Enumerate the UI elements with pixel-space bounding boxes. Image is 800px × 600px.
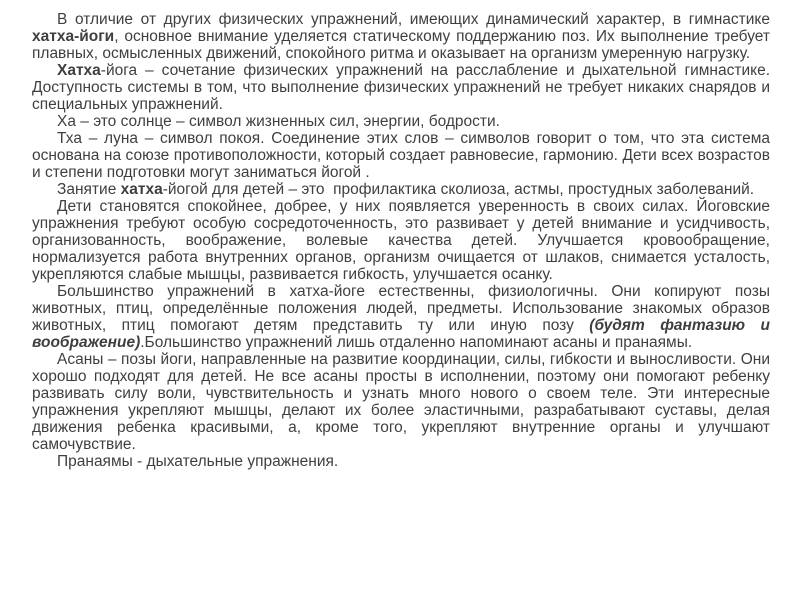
text-run: В отличие от других физических упражнений, имеющих динамический характер, в гимнастике: [57, 11, 770, 28]
text-run: -йога – сочетание физических упражнений на расслабление и дыхательной гимнастике. Доступность системы в том, что выполнение физических упражнений не требует никаких снарядов и специальных упражнений.: [32, 62, 770, 113]
paragraph: [32, 351, 770, 453]
paragraph: [32, 62, 770, 113]
text-run: Тха – луна – символ покоя. Соединение этих слов – символов говорит о том, что эта система основана на союзе противоположности, который создает равновесие, гармонию. Дети всех возрастов и степени подготовки могут заниматься йогой .: [32, 130, 770, 181]
text-run: Асаны – позы йоги, направленные на развитие координации, силы, гибкости и выносливости. Они хорошо подходят для детей. Не все асаны просты в исполнении, поэтому они помогают ребенку развивать силу воли, чувствительность и узнать много нового о своем теле. Эти интересные упражнения укрепляют мышцы, делают их более эластичными, разрабатывают суставы, делая движения ребенка красивыми, а, кроме того, укрепляют внутренние органы и улучшают самочувствие.: [32, 351, 770, 453]
text-run: , основное внимание уделяется статическому поддержанию поз. Их выполнение требует плавных, осмысленных движений, спокойного ритма и оказывает на организм умеренную нагрузку.: [32, 28, 770, 62]
paragraph: [32, 181, 770, 198]
text-run: Пранаямы - дыхательные упражнения.: [57, 453, 339, 470]
paragraph: [32, 130, 770, 181]
text-run: Хатха: [57, 62, 101, 79]
text-run: хатха-йоги: [32, 28, 115, 45]
text-run: Занятие: [57, 181, 121, 198]
paragraph: [32, 11, 770, 62]
text-block: [32, 11, 770, 470]
text-run: Ха – это солнце – символ жизненных сил, энергии, бодрости.: [57, 113, 500, 130]
text-run: -йогой для детей – это профилактика сколиоза, астмы, простудных заболеваний.: [162, 181, 755, 198]
paragraph: [32, 113, 770, 130]
paragraph: [32, 283, 770, 351]
text-run: хатха: [120, 181, 163, 198]
text-run: .Большинство упражнений лишь отдаленно напоминают асаны и пранаямы.: [140, 334, 693, 351]
text-run: (будят фантазию и воображение): [32, 317, 770, 351]
text-run: Большинство упражнений в хатха-йоге естественны, физиологичны. Они копируют позы животных, птиц, определённые положения людей, предметы. Использование знакомых образов животных, птиц помогают детям представить ту или иную позу: [32, 283, 770, 334]
paragraph: [32, 453, 770, 470]
paragraph: [32, 198, 770, 283]
text-run: Дети становятся спокойнее, добрее, у них появляется уверенность в своих силах. Йоговские упражнения требуют особую сосредоточенность, это развивает у детей внимание и усидчивость, организованность, воображение, волевые качества детей. Улучшается кровообращение, нормализуется работа внутренних органов, организм очищается от шлаков, снимается усталость, укрепляются слабые мышцы, развивается гибкость, улучшается осанку.: [32, 198, 770, 283]
